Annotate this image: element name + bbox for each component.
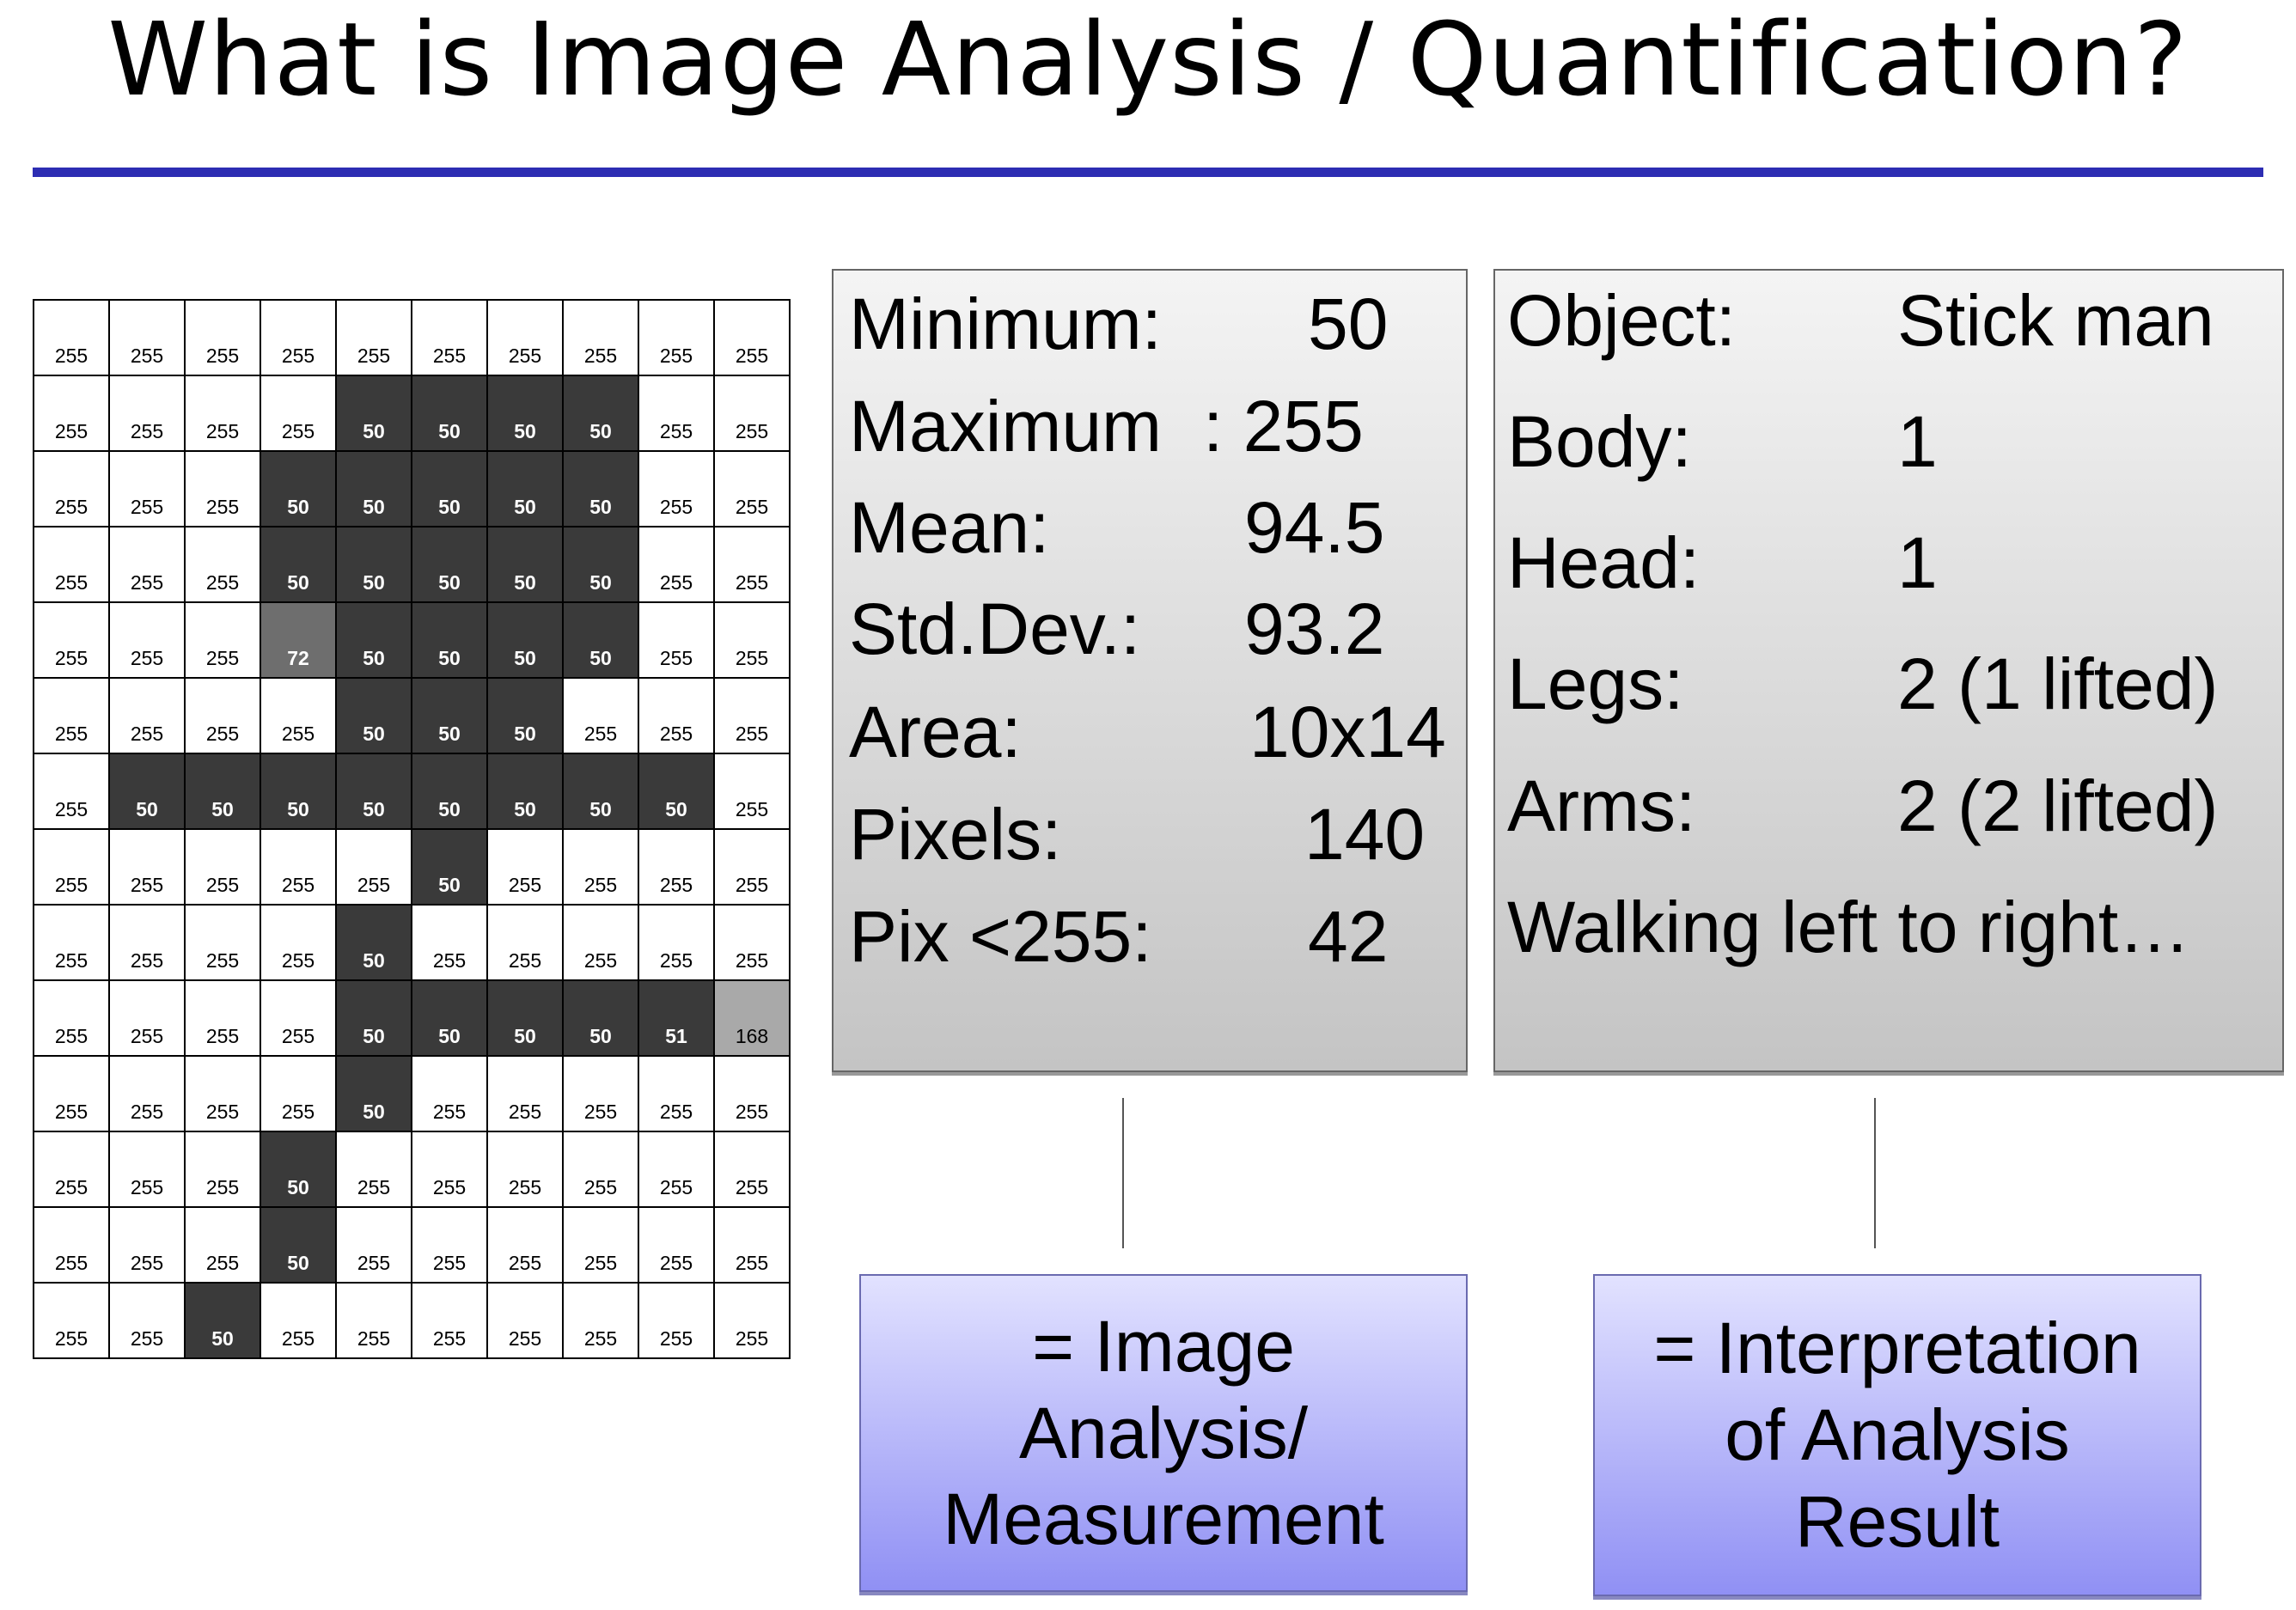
interp-label: Legs:: [1507, 643, 1684, 724]
pixel-row: [34, 1207, 790, 1283]
pixel-cell: 50: [487, 980, 563, 1056]
pixel-cell: 255: [714, 1056, 790, 1131]
pixel-cell: 50: [336, 375, 412, 451]
interp-value: 2 (2 lifted): [1897, 765, 2219, 846]
pixel-cell: 255: [638, 905, 714, 980]
pixel-cell: 255: [638, 602, 714, 678]
pixel-cell: 255: [109, 905, 185, 980]
pixel-cell: 255: [487, 1207, 563, 1283]
pixel-cell: 255: [487, 1056, 563, 1131]
pixel-row: [34, 1283, 790, 1358]
pixel-cell: 50: [563, 375, 638, 451]
pixel-cell: 255: [109, 829, 185, 905]
interp-row-legs: [1495, 643, 2282, 729]
pixel-cell: 255: [412, 1056, 487, 1131]
pixel-cell: 255: [638, 527, 714, 602]
pixel-cell: 255: [34, 527, 109, 602]
pixel-cell: 51: [638, 980, 714, 1056]
interp-value: 2 (1 lifted): [1897, 643, 2219, 724]
measure-value: : 255: [1203, 386, 1364, 467]
pixel-cell: 255: [412, 300, 487, 375]
pixel-cell: 255: [185, 602, 260, 678]
pixel-cell: 255: [185, 300, 260, 375]
pixel-cell: 50: [412, 451, 487, 527]
interp-value: Stick man: [1897, 280, 2214, 361]
pixel-cell: 255: [185, 1207, 260, 1283]
measure-row-pixels: [834, 793, 1466, 879]
pixel-cell: 255: [563, 1207, 638, 1283]
pixel-cell: 50: [487, 451, 563, 527]
pixel-cell: 255: [260, 980, 336, 1056]
pixel-cell: 255: [109, 527, 185, 602]
pixel-cell: 255: [336, 829, 412, 905]
measure-value: 10x14: [1249, 692, 1446, 772]
pixel-cell: 50: [563, 451, 638, 527]
pixel-cell: 255: [109, 602, 185, 678]
interp-row-summary: [1495, 886, 2282, 972]
measure-value: 140: [1304, 794, 1426, 875]
pixel-cell: 255: [563, 300, 638, 375]
measure-row-stddev: [834, 588, 1466, 674]
pixel-cell: 50: [260, 753, 336, 829]
pixel-cell: 50: [487, 602, 563, 678]
pixel-cell: 255: [109, 1056, 185, 1131]
pixel-row: [34, 678, 790, 753]
interp-label: Body:: [1507, 401, 1692, 482]
slide-title: What is Image Analysis / Quantification?: [107, 0, 2189, 119]
pixel-cell: 50: [260, 527, 336, 602]
pixel-cell: 255: [487, 300, 563, 375]
pixel-cell: 255: [34, 451, 109, 527]
pixel-cell: 255: [487, 1131, 563, 1207]
interp-summary: Walking left to right…: [1507, 887, 2191, 967]
pixel-cell: 255: [638, 451, 714, 527]
pixel-cell: 255: [260, 1056, 336, 1131]
pixel-row: [34, 602, 790, 678]
image-analysis-text: = Image Analysis/ Measurement: [943, 1305, 1384, 1560]
pixel-cell: 50: [487, 678, 563, 753]
pixel-cell: 255: [260, 1283, 336, 1358]
pixel-cell: 255: [638, 1283, 714, 1358]
interp-label: Object:: [1507, 280, 1737, 361]
pixel-cell: 255: [487, 1283, 563, 1358]
pixel-value-grid: [33, 299, 791, 1359]
pixel-cell: 255: [563, 829, 638, 905]
pixel-cell: 255: [185, 905, 260, 980]
pixel-cell: 255: [185, 678, 260, 753]
pixel-cell: 50: [336, 905, 412, 980]
connector-line-interpretation: [1874, 1098, 1876, 1248]
measure-label: Std.Dev.:: [849, 589, 1141, 669]
pixel-cell: 255: [34, 1056, 109, 1131]
measure-row-area: [834, 691, 1466, 777]
pixel-cell: 255: [714, 375, 790, 451]
pixel-cell: 255: [185, 1056, 260, 1131]
pixel-cell: 255: [34, 829, 109, 905]
pixel-row: [34, 300, 790, 375]
pixel-cell: 255: [563, 1283, 638, 1358]
pixel-cell: 255: [109, 1207, 185, 1283]
interp-row-body: [1495, 400, 2282, 486]
pixel-cell: 255: [336, 1131, 412, 1207]
measurement-panel: [832, 269, 1468, 1072]
pixel-cell: 255: [260, 905, 336, 980]
connector-line-analysis: [1122, 1098, 1124, 1248]
pixel-cell: 255: [638, 1207, 714, 1283]
pixel-cell: 50: [336, 1056, 412, 1131]
pixel-cell: 255: [34, 602, 109, 678]
pixel-cell: 255: [34, 1283, 109, 1358]
pixel-cell: 50: [109, 753, 185, 829]
measure-label: Pix <255:: [849, 896, 1152, 977]
interp-label: Head:: [1507, 522, 1701, 603]
pixel-cell: 50: [563, 527, 638, 602]
measure-label: Minimum:: [849, 284, 1163, 364]
pixel-cell: 50: [487, 527, 563, 602]
pixel-cell: 255: [714, 829, 790, 905]
pixel-cell: 255: [109, 980, 185, 1056]
pixel-cell: 255: [638, 375, 714, 451]
pixel-cell: 255: [260, 678, 336, 753]
pixel-row: [34, 451, 790, 527]
pixel-cell: 255: [714, 678, 790, 753]
pixel-cell: 50: [185, 1283, 260, 1358]
interp-label: Arms:: [1507, 765, 1696, 846]
pixel-cell: 255: [34, 980, 109, 1056]
pixel-cell: 255: [34, 300, 109, 375]
pixel-cell: 255: [34, 678, 109, 753]
pixel-cell: 50: [336, 980, 412, 1056]
pixel-row: [34, 753, 790, 829]
pixel-cell: 50: [185, 753, 260, 829]
pixel-cell: 50: [336, 678, 412, 753]
pixel-cell: 255: [638, 300, 714, 375]
pixel-cell: 50: [563, 980, 638, 1056]
pixel-cell: 255: [412, 1207, 487, 1283]
pixel-row: [34, 1056, 790, 1131]
pixel-cell: 255: [260, 300, 336, 375]
pixel-cell: 255: [714, 602, 790, 678]
measure-row-maximum: [834, 385, 1466, 471]
pixel-cell: 50: [563, 602, 638, 678]
pixel-row: [34, 980, 790, 1056]
pixel-cell: 50: [487, 375, 563, 451]
pixel-cell: 255: [714, 1207, 790, 1283]
pixel-cell: 255: [563, 1131, 638, 1207]
interp-row-arms: [1495, 765, 2282, 851]
pixel-row: [34, 905, 790, 980]
pixel-cell: 50: [260, 1207, 336, 1283]
pixel-cell: 255: [34, 1207, 109, 1283]
pixel-cell: 255: [714, 451, 790, 527]
measure-label: Mean:: [849, 487, 1050, 568]
pixel-cell: 255: [185, 829, 260, 905]
pixel-cell: 255: [412, 905, 487, 980]
pixel-row: [34, 375, 790, 451]
pixel-cell: 255: [487, 905, 563, 980]
interpretation-box: [1593, 1274, 2201, 1596]
pixel-cell: 255: [109, 1131, 185, 1207]
pixel-cell: 255: [34, 1131, 109, 1207]
pixel-cell: 50: [336, 451, 412, 527]
pixel-cell: 255: [185, 375, 260, 451]
pixel-row: [34, 1131, 790, 1207]
pixel-cell: 255: [563, 905, 638, 980]
pixel-cell: 255: [185, 1131, 260, 1207]
pixel-cell: 50: [412, 527, 487, 602]
pixel-cell: 255: [714, 300, 790, 375]
pixel-cell: 50: [487, 753, 563, 829]
pixel-cell: 255: [714, 905, 790, 980]
interp-value: 1: [1897, 522, 1938, 603]
pixel-cell: 255: [34, 375, 109, 451]
pixel-cell: 255: [714, 1131, 790, 1207]
pixel-cell: 255: [109, 375, 185, 451]
pixel-cell: 255: [260, 829, 336, 905]
title-underline: [33, 168, 2263, 177]
pixel-cell: 255: [109, 300, 185, 375]
measure-row-mean: [834, 486, 1466, 572]
measure-value: 94.5: [1244, 487, 1385, 568]
pixel-cell: 255: [714, 527, 790, 602]
pixel-cell: 255: [638, 829, 714, 905]
pixel-row: [34, 527, 790, 602]
pixel-cell: 255: [336, 1283, 412, 1358]
measure-label: Pixels:: [849, 794, 1062, 875]
pixel-cell: 255: [185, 451, 260, 527]
pixel-cell: 50: [412, 375, 487, 451]
pixel-cell: 255: [638, 1131, 714, 1207]
pixel-cell: 50: [412, 753, 487, 829]
pixel-cell: 50: [412, 602, 487, 678]
pixel-cell: 50: [336, 602, 412, 678]
pixel-cell: 255: [336, 300, 412, 375]
pixel-cell: 255: [109, 1283, 185, 1358]
pixel-cell: 255: [714, 1283, 790, 1358]
pixel-cell: 255: [260, 375, 336, 451]
pixel-cell: 50: [563, 753, 638, 829]
pixel-cell: 255: [412, 1131, 487, 1207]
pixel-cell: 255: [638, 678, 714, 753]
interp-row-object: [1495, 279, 2282, 365]
pixel-cell: 168: [714, 980, 790, 1056]
pixel-cell: 255: [714, 753, 790, 829]
image-analysis-box: [859, 1274, 1468, 1592]
interp-value: 1: [1897, 401, 1938, 482]
interp-row-head: [1495, 521, 2282, 607]
pixel-cell: 255: [109, 678, 185, 753]
pixel-cell: 255: [638, 1056, 714, 1131]
pixel-row: [34, 829, 790, 905]
measure-value: 50: [1308, 284, 1389, 364]
pixel-cell: 50: [412, 980, 487, 1056]
pixel-cell: 255: [336, 1207, 412, 1283]
pixel-cell: 255: [109, 451, 185, 527]
pixel-cell: 255: [34, 905, 109, 980]
pixel-cell: 72: [260, 602, 336, 678]
pixel-cell: 255: [34, 753, 109, 829]
measure-value: 93.2: [1244, 589, 1385, 669]
measure-value: 42: [1308, 896, 1389, 977]
pixel-cell: 255: [563, 678, 638, 753]
pixel-cell: 50: [336, 753, 412, 829]
pixel-cell: 50: [638, 753, 714, 829]
pixel-cell: 255: [412, 1283, 487, 1358]
pixel-cell: 255: [487, 829, 563, 905]
measure-label: Maximum: [849, 386, 1163, 467]
measure-row-pix-below: [834, 895, 1466, 981]
interpretation-panel: [1493, 269, 2284, 1072]
interpretation-text: = Interpretation of Analysis Result: [1653, 1308, 2141, 1562]
pixel-cell: 50: [260, 1131, 336, 1207]
pixel-cell: 255: [185, 527, 260, 602]
pixel-cell: 50: [336, 527, 412, 602]
pixel-cell: 50: [260, 451, 336, 527]
pixel-cell: 255: [185, 980, 260, 1056]
pixel-cell: 50: [412, 678, 487, 753]
pixel-cell: 255: [563, 1056, 638, 1131]
measure-row-minimum: [834, 283, 1466, 369]
pixel-cell: 50: [412, 829, 487, 905]
measure-label: Area:: [849, 692, 1022, 772]
